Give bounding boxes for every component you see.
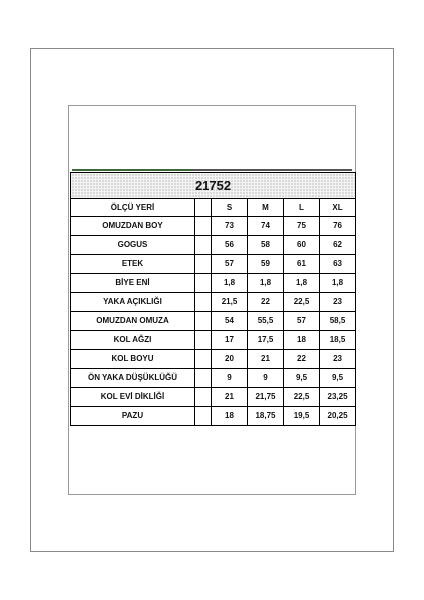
header-size-l: L (284, 199, 320, 217)
measurement-label: OMUZDAN BOY (71, 217, 195, 236)
measurement-value: 9,5 (320, 369, 356, 388)
measurement-value: 55,5 (248, 312, 284, 331)
measurement-value: 23 (320, 350, 356, 369)
measurement-value: 1,8 (212, 274, 248, 293)
measurement-value: 1,8 (248, 274, 284, 293)
measurement-value: 18 (212, 407, 248, 426)
header-spacer (195, 199, 212, 217)
measurement-value: 22,5 (284, 388, 320, 407)
measurement-label: ÖN YAKA DÜŞÜKLÜĞÜ (71, 369, 195, 388)
measurement-value: 22 (284, 350, 320, 369)
measurement-value: 63 (320, 255, 356, 274)
measurement-label: KOL BOYU (71, 350, 195, 369)
row-spacer (195, 293, 212, 312)
measurement-value: 21 (212, 388, 248, 407)
measurement-value: 73 (212, 217, 248, 236)
measurement-value: 9 (212, 369, 248, 388)
header-accent-line (72, 169, 192, 171)
table-row (71, 293, 356, 312)
measurement-value: 1,8 (320, 274, 356, 293)
header-size-m: M (248, 199, 284, 217)
measurement-value: 17 (212, 331, 248, 350)
measurement-label: OMUZDAN OMUZA (71, 312, 195, 331)
measurement-value: 17,5 (248, 331, 284, 350)
measurement-value: 57 (212, 255, 248, 274)
measurement-value: 18,5 (320, 331, 356, 350)
measurement-label: YAKA AÇIKLIĞI (71, 293, 195, 312)
measurement-label: BİYE ENİ (71, 274, 195, 293)
measurement-value: 21,5 (212, 293, 248, 312)
measurement-value: 58,5 (320, 312, 356, 331)
measurement-value: 74 (248, 217, 284, 236)
header-measurement: ÖLÇÜ YERİ (71, 199, 195, 217)
measurement-value: 23,25 (320, 388, 356, 407)
table-row (71, 331, 356, 350)
measurement-value: 18 (284, 331, 320, 350)
row-spacer (195, 312, 212, 331)
table-row (71, 255, 356, 274)
row-spacer (195, 407, 212, 426)
measurement-value: 61 (284, 255, 320, 274)
measurement-value: 22,5 (284, 293, 320, 312)
table-row (71, 312, 356, 331)
measurement-label: KOL EVİ DİKLİĞİ (71, 388, 195, 407)
measurement-value: 54 (212, 312, 248, 331)
measurement-label: KOL AĞZI (71, 331, 195, 350)
measurement-value: 21,75 (248, 388, 284, 407)
measurement-label: GOGUS (71, 236, 195, 255)
table-row (71, 217, 356, 236)
measurement-value: 9,5 (284, 369, 320, 388)
row-spacer (195, 331, 212, 350)
row-spacer (195, 236, 212, 255)
header-accent-line-dark (192, 169, 352, 171)
row-spacer (195, 369, 212, 388)
measurement-value: 56 (212, 236, 248, 255)
measurement-label: ETEK (71, 255, 195, 274)
size-table (70, 172, 356, 426)
measurement-value: 9 (248, 369, 284, 388)
measurement-value: 18,75 (248, 407, 284, 426)
measurement-label: PAZU (71, 407, 195, 426)
table-row (71, 407, 356, 426)
header-row (71, 199, 356, 217)
measurement-value: 21 (248, 350, 284, 369)
measurement-value: 76 (320, 217, 356, 236)
measurement-value: 20,25 (320, 407, 356, 426)
table-row (71, 236, 356, 255)
table-row (71, 274, 356, 293)
table-row (71, 369, 356, 388)
row-spacer (195, 388, 212, 407)
measurement-value: 19,5 (284, 407, 320, 426)
header-size-s: S (212, 199, 248, 217)
measurement-value: 1,8 (284, 274, 320, 293)
measurement-value: 62 (320, 236, 356, 255)
row-spacer (195, 217, 212, 236)
measurement-value: 57 (284, 312, 320, 331)
measurement-value: 22 (248, 293, 284, 312)
row-spacer (195, 255, 212, 274)
measurement-value: 59 (248, 255, 284, 274)
measurement-value: 23 (320, 293, 356, 312)
measurement-value: 58 (248, 236, 284, 255)
measurement-value: 75 (284, 217, 320, 236)
title-row (71, 173, 356, 199)
product-code: 21752 (71, 173, 356, 199)
table-row (71, 388, 356, 407)
header-size-xl: XL (320, 199, 356, 217)
table-row (71, 350, 356, 369)
measurement-value: 60 (284, 236, 320, 255)
row-spacer (195, 274, 212, 293)
row-spacer (195, 350, 212, 369)
measurement-value: 20 (212, 350, 248, 369)
